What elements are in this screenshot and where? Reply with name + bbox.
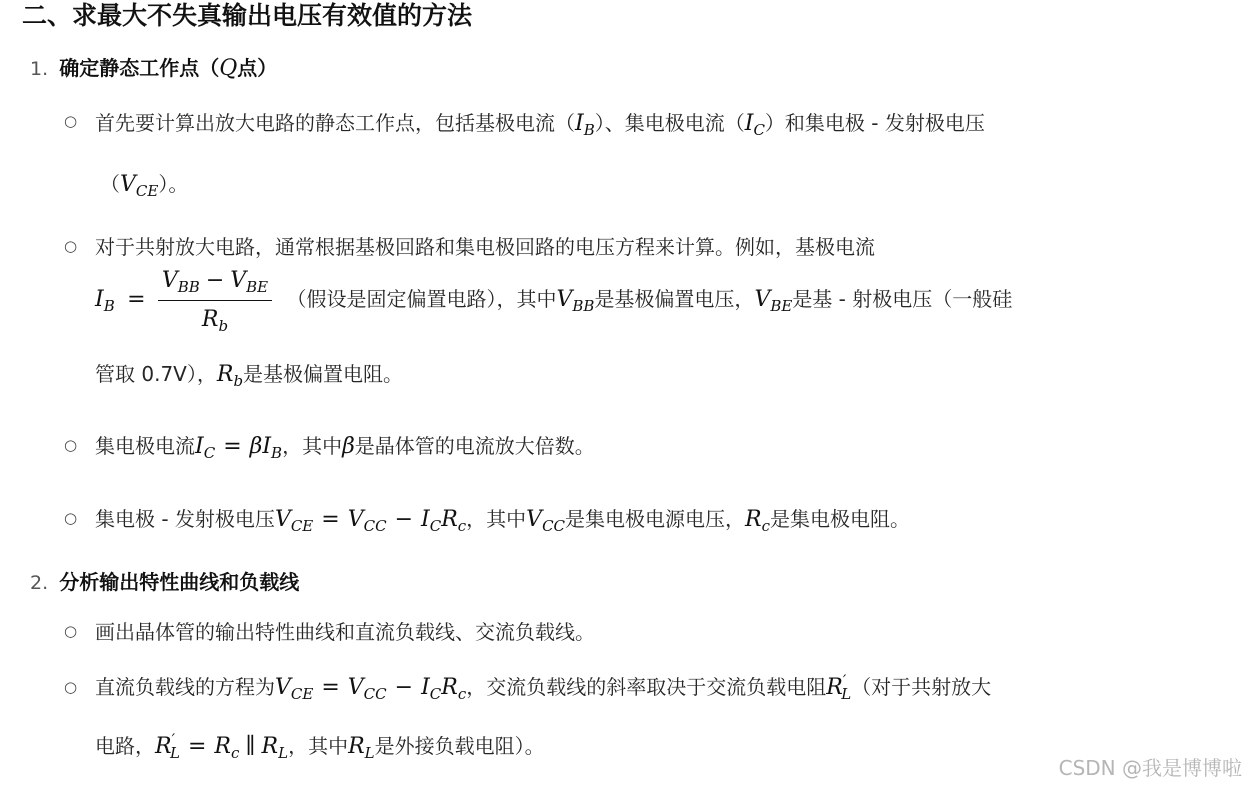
step1-bullet2-formula-row: $I_B$ = $\frac{V_{BB} - V_{BE}}{R_b}$ （假设是固定偏置电路），其中$V_{BB}$是基极偏置电压，$V_{BE}$是基 - 射极电压（一般硅: [95, 264, 1012, 337]
bullet-marker: ○: [64, 509, 78, 527]
step1-bullet1-line2: $(V_{CE})$。: [100, 172, 189, 200]
bullet-marker: ○: [64, 622, 78, 640]
step2-bullet1: 画出晶体管的输出特性曲线和直流负载线、交流负载线。: [95, 620, 595, 644]
step2-bullet2-line1: 直流负载线的方程为$V_{CE} = V_{CC} - I_CR_c$，交流负载线的斜率取决于交流负载电阻$R'_L$（对于共射放大: [95, 671, 992, 703]
list-number: 2.: [30, 572, 49, 594]
step2-title: 分析输出特性曲线和负载线: [59, 570, 300, 594]
step2-bullet2-line2: 电路，$R'_L = R_c$ ∥ $R_L$，其中$R_L$是外接负载电阻）。: [95, 730, 545, 762]
list-number: 1.: [30, 58, 49, 80]
step2-title-row: [30, 567, 299, 599]
bullet-marker: ○: [64, 112, 78, 130]
fraction: $\frac{V_{BB} - V_{BE}}{R_b}$: [158, 264, 272, 337]
step1-bullet4: 集电极 - 发射极电压$V_{CE} = V_{CC} - I_CR_c$，其中$V_{CC}$是集电极电源电压，$R_c$是集电极电阻。: [95, 507, 911, 535]
step1-bullet2-line3: 管取 0.7V），$R_b$是基极偏置电阻。: [95, 362, 404, 390]
step1-bullet2-line1: 对于共射放大电路，通常根据基极回路和集电极回路的电压方程来计算。例如，基极电流: [95, 235, 875, 259]
step1-title: 确定静态工作点（Q点）: [59, 56, 278, 81]
bullet-marker: ○: [64, 237, 78, 255]
bullet-marker: ○: [64, 678, 78, 696]
step1-title-row: [30, 53, 277, 85]
bullet-marker: ○: [64, 436, 78, 454]
step1-bullet3: 集电极电流$I_C = \beta I_B$，其中β是晶体管的电流放大倍数。: [95, 434, 595, 462]
section-heading: 二、求最大不失真输出电压有效值的方法: [22, 1, 473, 30]
watermark: CSDN @我是博博啦: [1058, 756, 1242, 780]
step1-bullet1-line1: 首先要计算出放大电路的静态工作点，包括基极电流$(I_B)$、集电极电流$(I_C)$和集电极 - 发射极电压: [95, 111, 985, 139]
